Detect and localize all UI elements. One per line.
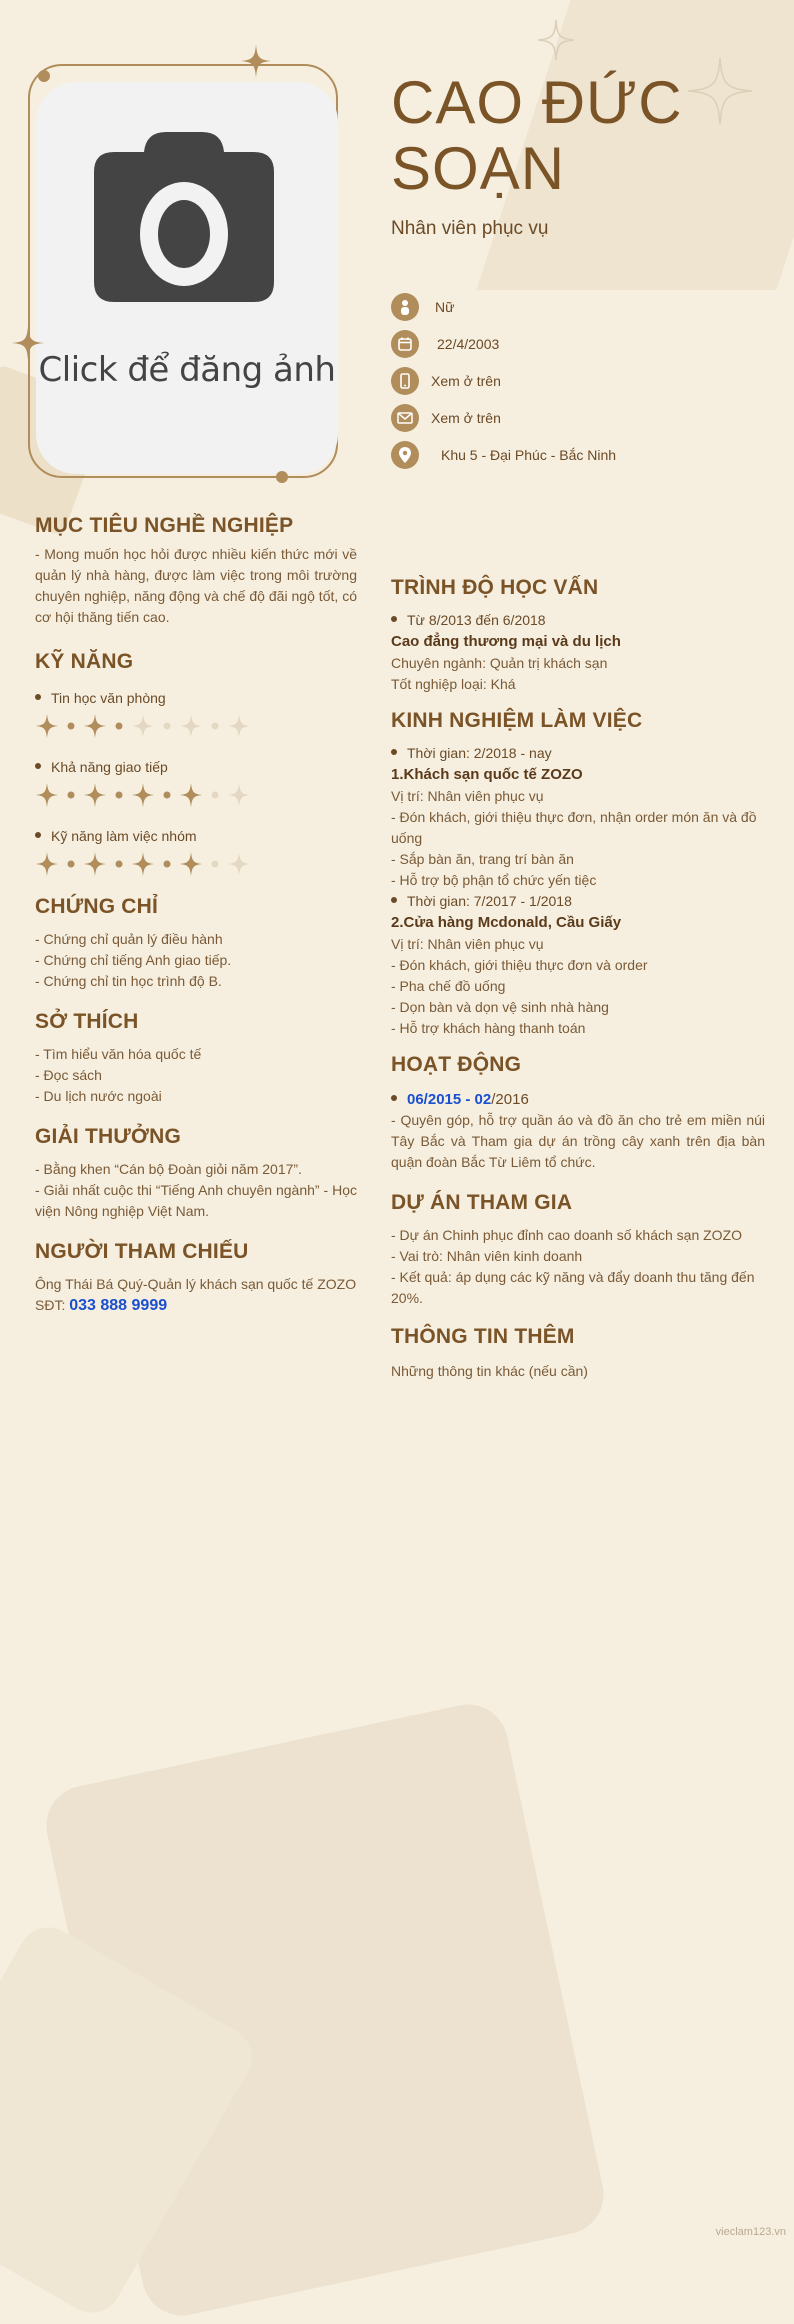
experience-section: [391, 709, 765, 1039]
projects-list: [391, 1225, 765, 1309]
extra-info-section: [391, 1325, 765, 1382]
camera-icon: [94, 132, 274, 302]
list-item: - Chứng chỉ quản lý điều hành: [35, 931, 223, 947]
list-item: - Vai trò: Nhân viên kinh doanh: [391, 1248, 583, 1264]
name-line: SOẠN: [391, 135, 566, 202]
section-title: NGƯỜI THAM CHIẾU: [35, 1240, 249, 1263]
skill-name: Kỹ năng làm việc nhóm: [35, 826, 357, 847]
list-item: - Bằng khen “Cán bộ Đoàn giỏi năm 2017”.: [35, 1161, 302, 1177]
rating-star-icon: [83, 852, 107, 876]
rating-star-icon: [35, 714, 59, 738]
objective-text: - Mong muốn học hỏi được nhiều kiến thức mới về quản lý nhà hàng, được làm việc trong môi trường chuyên nghiệp, năng động và chế độ đãi ngộ tốt, có cơ hội thăng tiến cao.: [35, 546, 357, 625]
info-phone: [391, 362, 616, 399]
job-duty: - Hỗ trợ khách hàng thanh toán: [391, 1020, 586, 1036]
job-duty: - Sắp bàn ăn, trang trí bàn ăn: [391, 851, 574, 867]
rating-dot-icon: [107, 791, 131, 799]
section-title: MỤC TIÊU NGHỀ NGHIỆP: [35, 514, 294, 537]
gender-text: Nữ: [435, 298, 455, 315]
info-gender: [391, 288, 616, 325]
address-text: Khu 5 - Đại Phúc - Bắc Ninh: [441, 446, 617, 463]
decor-dot: [276, 471, 288, 483]
job-duty: - Dọn bàn và dọn vệ sinh nhà hàng: [391, 999, 609, 1015]
rating-dot-icon: [107, 860, 131, 868]
photo-upload-area[interactable]: [36, 82, 338, 474]
list-item: - Dự án Chinh phục đỉnh cao doanh số khách sạn ZOZO: [391, 1227, 743, 1243]
experience-list: [391, 743, 765, 1039]
education-major: Chuyên ngành: Quản trị khách sạn: [391, 655, 608, 671]
rating-dot-icon: [155, 791, 179, 799]
birthday-text: 22/4/2003: [437, 335, 500, 352]
job-duty: - Đón khách, giới thiệu thực đơn, nhận order món ăn và đồ uống: [391, 809, 757, 846]
rating-star-icon: [83, 783, 107, 807]
page-title: [391, 70, 771, 202]
reference-phone-row: [35, 1295, 357, 1316]
rating-dot-icon: [203, 722, 227, 730]
references-info: [35, 1274, 357, 1316]
rating-star-icon: [227, 783, 251, 807]
skills-list: [35, 688, 357, 877]
skill-item: [35, 826, 357, 877]
person-icon: [391, 293, 419, 321]
education-period: Từ 8/2013 đến 6/2018: [391, 610, 765, 631]
rating-dot-icon: [59, 791, 83, 799]
section-title: THÔNG TIN THÊM: [391, 1325, 575, 1348]
awards-list: [35, 1159, 357, 1222]
projects-section: [391, 1191, 765, 1309]
skill-rating: [35, 782, 357, 808]
activity-date-rest: /2016: [491, 1091, 529, 1108]
education-grade: Tốt nghiệp loại: Khá: [391, 676, 516, 692]
section-title: KỸ NĂNG: [35, 650, 134, 673]
list-item: - Tìm hiểu văn hóa quốc tế: [35, 1046, 202, 1062]
right-column: [391, 576, 765, 1382]
rating-dot-icon: [155, 860, 179, 868]
phone-icon: [391, 367, 419, 395]
rating-star-icon: [83, 714, 107, 738]
list-item: - Đọc sách: [35, 1067, 102, 1083]
skills-section: [35, 650, 357, 877]
name-line: CAO ĐỨC: [391, 69, 683, 136]
sparkle-icon: [241, 44, 271, 78]
rating-star-icon: [179, 714, 203, 738]
extra-info-text: Những thông tin khác (nếu cần): [391, 1363, 588, 1379]
list-item: - Du lịch nước ngoài: [35, 1088, 162, 1104]
reference-phone-label: SĐT:: [35, 1297, 70, 1313]
job-position: Vị trí: Nhân viên phục vụ: [391, 788, 544, 804]
rating-dot-icon: [203, 791, 227, 799]
job-duty: - Đón khách, giới thiệu thực đơn và order: [391, 957, 648, 973]
activities-section: [391, 1053, 765, 1173]
hobbies-list: [35, 1044, 357, 1107]
left-column: [35, 514, 357, 1316]
sparkle-icon: [538, 20, 574, 60]
info-address: [391, 436, 616, 473]
photo-caption: Click để đăng ảnh: [38, 350, 336, 390]
skill-item: [35, 757, 357, 808]
job-company: 2.Cửa hàng Mcdonald, Cầu Giấy: [391, 914, 622, 931]
rating-dot-icon: [203, 860, 227, 868]
section-title: CHỨNG CHỈ: [35, 895, 159, 918]
job-entry: [391, 743, 765, 891]
rating-star-icon: [35, 852, 59, 876]
job-duty: - Hỗ trợ bộ phận tổ chức yến tiệc: [391, 872, 597, 888]
watermark: vieclam123.vn: [715, 2226, 786, 2238]
awards-section: [35, 1125, 357, 1222]
skill-name: Khả năng giao tiếp: [35, 757, 357, 778]
skill-name: Tin học văn phòng: [35, 688, 357, 709]
reference-person: Ông Thái Bá Quý-Quản lý khách sạn quốc tế ZOZO: [35, 1276, 357, 1292]
skill-item: [35, 688, 357, 739]
job-duty: - Pha chế đồ uống: [391, 978, 506, 994]
job-period: Thời gian: 7/2017 - 1/2018: [391, 891, 765, 912]
sparkle-icon: [12, 326, 44, 360]
rating-star-icon: [227, 714, 251, 738]
activity-period: [391, 1089, 765, 1110]
rating-star-icon: [179, 852, 203, 876]
rating-dot-icon: [59, 860, 83, 868]
rating-star-icon: [227, 852, 251, 876]
section-title: GIẢI THƯỞNG: [35, 1125, 182, 1148]
education-section: [391, 576, 765, 695]
location-pin-icon: [391, 441, 419, 469]
rating-star-icon: [131, 783, 155, 807]
job-title: Nhân viên phục vụ: [391, 218, 549, 239]
education-school: Cao đẳng thương mại và du lịch: [391, 633, 621, 650]
list-item: - Chứng chỉ tin học trình độ B.: [35, 973, 222, 989]
skill-rating: [35, 851, 357, 877]
job-period: Thời gian: 2/2018 - nay: [391, 743, 765, 764]
calendar-icon: [391, 330, 419, 358]
section-title: SỞ THÍCH: [35, 1010, 139, 1033]
job-entry: [391, 891, 765, 1039]
objective-section: [35, 514, 357, 628]
rating-star-icon: [179, 783, 203, 807]
rating-dot-icon: [59, 722, 83, 730]
skill-rating: [35, 713, 357, 739]
certificates-list: [35, 929, 357, 992]
contact-info: [391, 288, 616, 473]
activity-date-highlight: 06/2015 - 02: [407, 1091, 492, 1108]
rating-dot-icon: [155, 722, 179, 730]
section-title: KINH NGHIỆM LÀM VIỆC: [391, 709, 643, 732]
mail-icon: [391, 404, 419, 432]
section-title: HOẠT ĐỘNG: [391, 1053, 522, 1076]
rating-star-icon: [35, 783, 59, 807]
hobbies-section: [35, 1010, 357, 1107]
section-title: DỰ ÁN THAM GIA: [391, 1191, 573, 1214]
info-birthday: [391, 325, 616, 362]
job-company: 1.Khách sạn quốc tế ZOZO: [391, 766, 583, 783]
info-email: [391, 399, 616, 436]
phone-text: Xem ở trên: [431, 372, 501, 389]
reference-phone: 033 888 9999: [69, 1297, 168, 1314]
email-text: Xem ở trên: [431, 409, 501, 426]
activity-text: - Quyên góp, hỗ trợ quần áo và đồ ăn cho trẻ em miền núi Tây Bắc và Tham gia dự án trồng cây xanh trên địa bàn quận đoàn Bắc Từ Liêm tổ chức.: [391, 1112, 765, 1170]
rating-dot-icon: [107, 722, 131, 730]
list-item: - Kết quả: áp dụng các kỹ năng và đẩy doanh thu tăng đến 20%.: [391, 1269, 755, 1306]
decor-dot: [38, 70, 50, 82]
job-position: Vị trí: Nhân viên phục vụ: [391, 936, 544, 952]
list-item: - Chứng chỉ tiếng Anh giao tiếp.: [35, 952, 232, 968]
rating-star-icon: [131, 852, 155, 876]
references-section: [35, 1240, 357, 1316]
rating-star-icon: [131, 714, 155, 738]
list-item: - Giải nhất cuộc thi “Tiếng Anh chuyên ngành” - Học viện Nông nghiệp Việt Nam.: [35, 1182, 357, 1219]
section-title: TRÌNH ĐỘ HỌC VẤN: [391, 576, 599, 599]
certificates-section: [35, 895, 357, 992]
